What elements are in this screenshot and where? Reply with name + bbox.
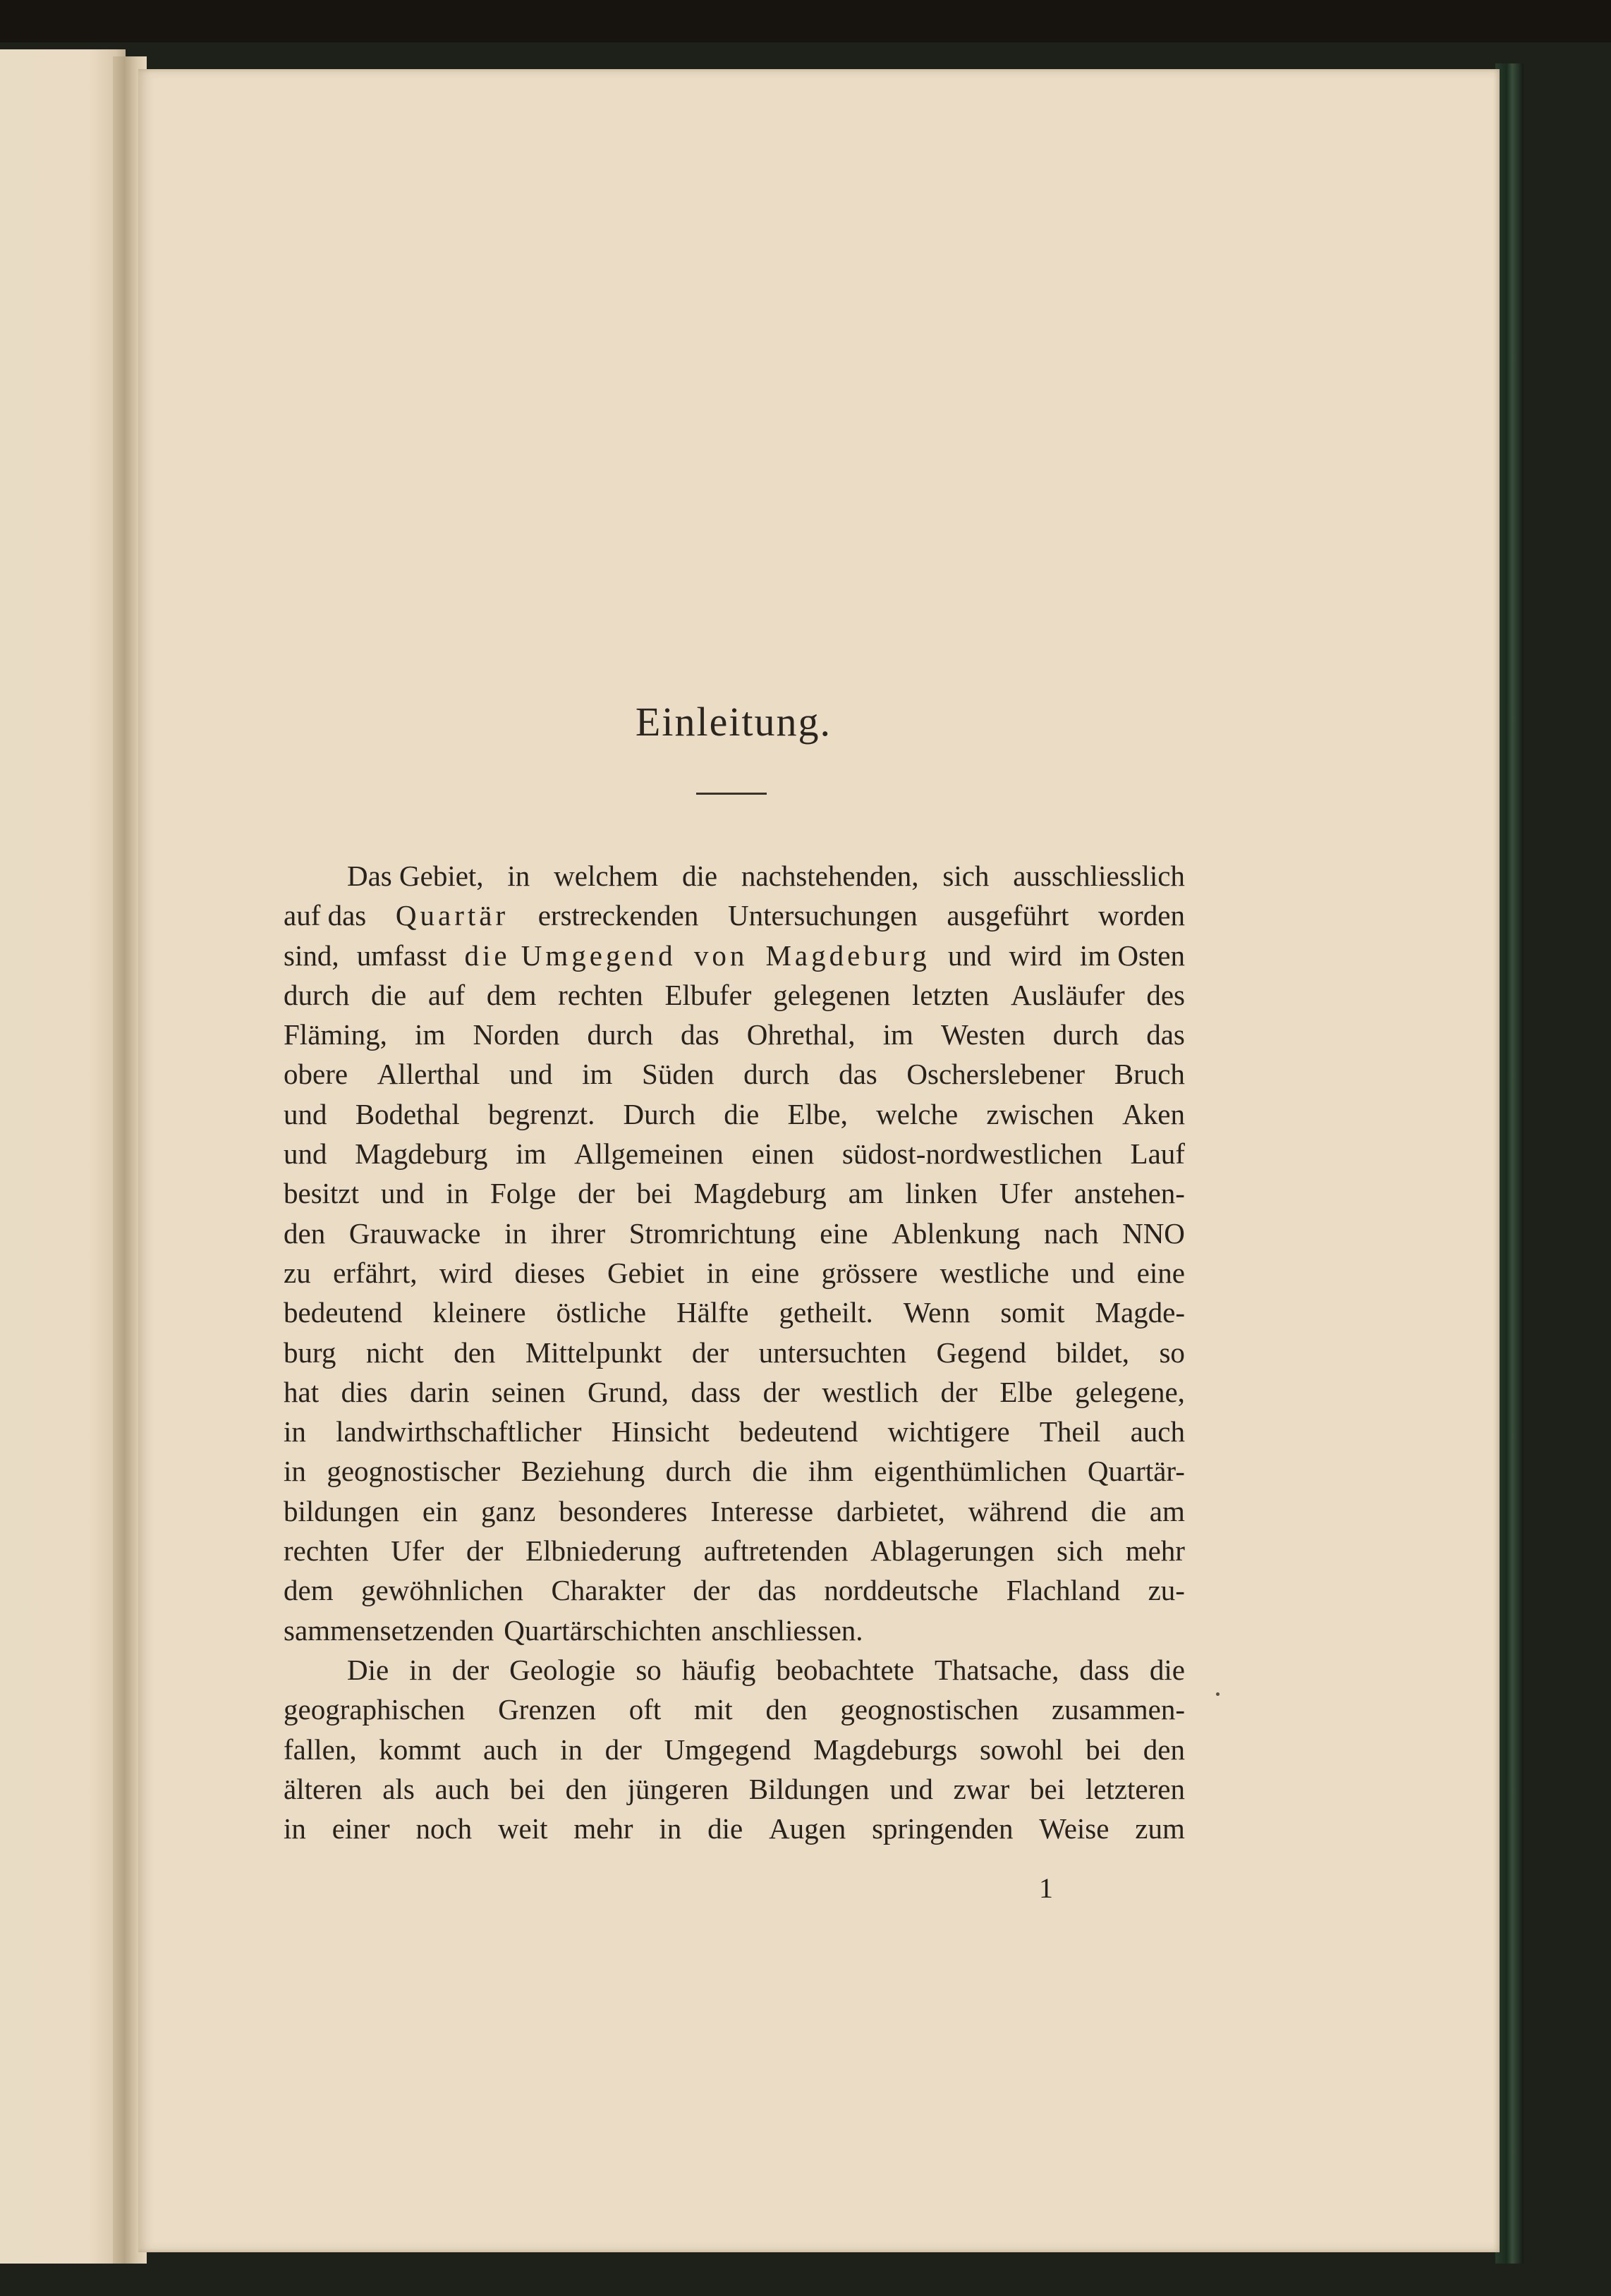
word: Ohrethal, (746, 1018, 856, 1051)
word: weit (497, 1812, 548, 1845)
word: der (762, 1375, 800, 1408)
word: bei (636, 1177, 672, 1210)
word: so (1159, 1336, 1185, 1369)
word: worden (1098, 899, 1185, 932)
word: Magde- (1095, 1296, 1185, 1329)
word: Flachland (1006, 1574, 1121, 1607)
word: Gegend (936, 1336, 1027, 1369)
text-line (284, 1333, 1185, 1372)
word: in (284, 1415, 306, 1448)
text-line (284, 1531, 1185, 1570)
left-page (0, 49, 126, 2264)
word: Hinsicht (611, 1415, 710, 1448)
text-line (284, 1134, 1185, 1173)
word: und (947, 939, 992, 972)
word: rechten (284, 1534, 369, 1568)
word: in (507, 860, 530, 892)
word: zwischen (986, 1097, 1094, 1130)
word: burg (284, 1336, 336, 1369)
word: die (371, 978, 407, 1011)
word: bei (1029, 1772, 1066, 1805)
text-line (284, 1412, 1185, 1451)
word: grössere (821, 1256, 918, 1289)
word: der (604, 1733, 642, 1766)
word: sind, (284, 939, 339, 972)
word: die (1090, 1494, 1126, 1527)
word: Thatsache, (935, 1653, 1059, 1686)
word: ausschliesslich (1013, 860, 1185, 892)
text-line (284, 1611, 1185, 1650)
word: südost-nordwestlichen (841, 1137, 1102, 1171)
word: in (409, 1653, 432, 1686)
word: welche (876, 1097, 959, 1130)
text-line (284, 1809, 1185, 1848)
word: in (560, 1733, 583, 1766)
word: dem (486, 978, 537, 1011)
word: Ausläufer (1010, 978, 1125, 1011)
text-line (284, 1293, 1185, 1332)
word: durch (284, 978, 350, 1011)
word: gelegenen (773, 978, 891, 1011)
word: Süden (642, 1058, 715, 1091)
word: durch (1052, 1018, 1119, 1051)
text-line (284, 1690, 1185, 1729)
word: jüngeren (627, 1772, 729, 1805)
word: Wenn (903, 1296, 971, 1329)
word: Untersuchungen (728, 899, 918, 932)
word: sowohl (979, 1733, 1064, 1766)
word: von (693, 939, 748, 972)
cover-edge (1495, 63, 1524, 2264)
text-line (284, 1372, 1185, 1412)
word: dieses (514, 1256, 585, 1289)
word: welchem (554, 860, 659, 892)
word: springenden (872, 1812, 1014, 1845)
word: noch (415, 1812, 473, 1845)
word: oft (628, 1693, 662, 1726)
word: Theil (1039, 1415, 1101, 1448)
word: kleinere (432, 1296, 526, 1329)
word: hat (284, 1375, 320, 1408)
word: älteren (284, 1772, 363, 1805)
word: beobachtete (776, 1653, 915, 1686)
word: die (1149, 1653, 1185, 1686)
word: letzteren (1085, 1772, 1185, 1805)
word: Elbniederung (525, 1534, 681, 1568)
word: westliche (940, 1256, 1050, 1289)
word: erstreckenden (537, 899, 699, 932)
word: ausgeführt (947, 899, 1069, 932)
word: die Umgegend (464, 939, 676, 972)
word: der (466, 1534, 504, 1568)
text-line (284, 1214, 1185, 1253)
word: geognostischen (840, 1693, 1019, 1726)
word: zu- (1148, 1574, 1185, 1607)
word: dass (691, 1375, 741, 1408)
word: bildungen (284, 1494, 399, 1527)
word: anstehen- (1074, 1177, 1185, 1210)
word: auch (434, 1772, 490, 1805)
word: im (582, 1058, 613, 1091)
text-line (284, 1173, 1185, 1213)
text-line (284, 1570, 1185, 1610)
word: landwirthschaftlicher (336, 1415, 582, 1448)
word: Oscherslebener (906, 1058, 1086, 1091)
word: einer (332, 1812, 390, 1845)
word: dass (1079, 1653, 1129, 1686)
word: und (284, 1137, 327, 1171)
word: Umgegend (664, 1733, 791, 1766)
word: somit (1000, 1296, 1065, 1329)
word: das (839, 1058, 877, 1091)
word: eine (750, 1256, 800, 1289)
word: Allerthal (377, 1058, 480, 1091)
word: rechten (558, 978, 643, 1011)
word: Magdeburg (355, 1137, 488, 1171)
word: begrenzt. (487, 1097, 595, 1130)
body-text (284, 856, 1185, 1848)
word: Das Gebiet, (347, 860, 484, 892)
text-line (284, 975, 1185, 1015)
word: seinen (491, 1375, 566, 1408)
word: geographischen (284, 1693, 466, 1726)
paper-speck (1216, 1692, 1220, 1696)
word: den (454, 1336, 496, 1369)
title-rule (696, 793, 767, 795)
word: auch (483, 1733, 538, 1766)
word: Ablagerungen (870, 1534, 1035, 1568)
word: in (446, 1177, 469, 1210)
word: Stromrichtung (628, 1216, 796, 1250)
word: das (758, 1574, 796, 1607)
word: im (882, 1018, 913, 1051)
word: nicht (365, 1336, 424, 1369)
word: Bruch (1114, 1058, 1185, 1091)
word: wichtigere (887, 1415, 1010, 1448)
word: Magdeburg (693, 1177, 827, 1210)
word: im Osten (1079, 939, 1185, 972)
word: Hälfte (676, 1296, 749, 1329)
word: Ufer (391, 1534, 444, 1568)
word: und (284, 1097, 327, 1130)
word: darbietet, (837, 1494, 945, 1527)
word: NNO (1122, 1216, 1185, 1250)
word: Die (347, 1653, 389, 1686)
word: Quartär (395, 899, 509, 932)
word: dies (341, 1375, 388, 1408)
word: Bodethal (355, 1097, 460, 1130)
word: bedeutend (738, 1415, 858, 1448)
word: bildet, (1056, 1336, 1130, 1369)
word: wird (439, 1256, 493, 1289)
word: östliche (556, 1296, 647, 1329)
word: Fläming, (284, 1018, 387, 1051)
text-line (284, 1491, 1185, 1531)
word: den (765, 1693, 808, 1726)
word: Bildungen (748, 1772, 870, 1805)
text-line (284, 936, 1185, 975)
word: die (752, 1455, 788, 1488)
page-number: 1 (1039, 1872, 1053, 1904)
word: durch (743, 1058, 810, 1091)
text-line (284, 1451, 1185, 1491)
word: Elbe, (787, 1097, 848, 1130)
word: der (940, 1375, 978, 1408)
word: linken (905, 1177, 978, 1210)
word: Westen (940, 1018, 1026, 1051)
word: der (693, 1574, 730, 1607)
word: zum (1135, 1812, 1185, 1845)
word: während (968, 1494, 1068, 1527)
page-title: Einleitung. (635, 699, 832, 745)
text-line (284, 1730, 1185, 1769)
word: sich (1057, 1534, 1104, 1568)
text-line (284, 1094, 1185, 1134)
word: in (659, 1812, 682, 1845)
text-line (284, 1769, 1185, 1809)
word: westlich (822, 1375, 919, 1408)
word: im (516, 1137, 547, 1171)
word: geognostischer (327, 1455, 501, 1488)
word: so (636, 1653, 662, 1686)
word: nach (1044, 1216, 1099, 1250)
word: mehr (1125, 1534, 1185, 1568)
word: darin (410, 1375, 470, 1408)
word: gelegene, (1074, 1375, 1185, 1408)
word: die (707, 1812, 743, 1845)
word: besonderes (559, 1494, 688, 1527)
word: die (681, 860, 718, 892)
word: auftretenden (703, 1534, 849, 1568)
word: Interesse (710, 1494, 814, 1527)
word: Elbe (999, 1375, 1053, 1408)
word: mit (694, 1693, 733, 1726)
text-line (284, 1015, 1185, 1054)
word: am (848, 1177, 884, 1210)
word: und (380, 1177, 425, 1210)
word: Quartärschichten (504, 1613, 702, 1647)
word: gewöhnlichen (361, 1574, 524, 1607)
word: Grauwacke (348, 1216, 481, 1250)
word: anschliessen. (711, 1613, 863, 1647)
word: Norden (473, 1018, 560, 1051)
word: Grund, (588, 1375, 669, 1408)
word: umfasst (356, 939, 447, 972)
word: Magdeburg (765, 939, 930, 972)
word: mehr (573, 1812, 633, 1845)
text-line (284, 896, 1185, 935)
word: in (284, 1455, 306, 1488)
word: Geologie (509, 1653, 616, 1686)
word: häufig (681, 1653, 756, 1686)
word: in (284, 1812, 306, 1845)
word: in (706, 1256, 729, 1289)
word: eine (820, 1216, 868, 1250)
word: auf das (284, 899, 367, 932)
word: fallen, (284, 1733, 357, 1766)
word: Quartär- (1087, 1455, 1185, 1488)
word: norddeutsche (824, 1574, 979, 1607)
word: den (284, 1216, 326, 1250)
word: des (1146, 978, 1185, 1011)
word: den (1143, 1733, 1185, 1766)
word: einen (751, 1137, 815, 1171)
word: im (415, 1018, 446, 1051)
word: und (1071, 1256, 1115, 1289)
word: besitzt (284, 1177, 360, 1210)
word: Aken (1122, 1097, 1185, 1130)
word: in (504, 1216, 528, 1250)
word: Charakter (551, 1574, 666, 1607)
word: der (578, 1177, 615, 1210)
word: erfährt, (333, 1256, 418, 1289)
word: Folge (490, 1177, 557, 1210)
word: letzten (912, 978, 990, 1011)
word: Ufer (999, 1177, 1052, 1210)
word: sich (942, 860, 990, 892)
word: am (1149, 1494, 1185, 1527)
word: zu (284, 1256, 311, 1289)
word: dem (284, 1574, 334, 1607)
word: den (565, 1772, 607, 1805)
word: ein (422, 1494, 458, 1527)
word: nachstehenden, (741, 860, 919, 892)
word: auf (427, 978, 466, 1011)
word: Magdeburgs (813, 1733, 958, 1766)
word: untersuchten (758, 1336, 907, 1369)
word: und (509, 1058, 553, 1091)
word: zusammen- (1051, 1693, 1185, 1726)
word: Ablenkung (892, 1216, 1021, 1250)
word: das (681, 1018, 719, 1051)
word: Mittelpunkt (525, 1336, 662, 1369)
word: eigenthümlichen (874, 1455, 1067, 1488)
word: bei (1086, 1733, 1121, 1766)
word: der (691, 1336, 729, 1369)
word: wird (1009, 939, 1062, 972)
word: Durch (623, 1097, 695, 1130)
word: ihm (808, 1455, 853, 1488)
text-line (284, 1054, 1185, 1094)
text-line (284, 1253, 1185, 1293)
word: durch (665, 1455, 731, 1488)
word: eine (1136, 1256, 1185, 1289)
word: und (889, 1772, 933, 1805)
word: ganz (480, 1494, 536, 1527)
word: obere (284, 1058, 348, 1091)
word: kommt (379, 1733, 461, 1766)
word: bedeutend (284, 1296, 403, 1329)
word: zwar (953, 1772, 1010, 1805)
word: der (451, 1653, 490, 1686)
word: Lauf (1130, 1137, 1185, 1171)
word: sammensetzenden (284, 1613, 494, 1647)
text-line (284, 856, 1185, 896)
word: Weise (1039, 1812, 1110, 1845)
word: Allgemeinen (574, 1137, 724, 1171)
word: als (382, 1772, 415, 1805)
word: ihrer (550, 1216, 606, 1250)
word: bei (509, 1772, 545, 1805)
word: auch (1130, 1415, 1185, 1448)
word: durch (587, 1018, 653, 1051)
word: Augen (768, 1812, 846, 1845)
word: Beziehung (521, 1455, 645, 1488)
word: die (724, 1097, 760, 1130)
word: Gebiet (607, 1256, 685, 1289)
word: Elbufer (664, 978, 752, 1011)
text-line (284, 1650, 1185, 1690)
word: Grenzen (498, 1693, 596, 1726)
word: getheilt. (779, 1296, 873, 1329)
word: das (1146, 1018, 1185, 1051)
